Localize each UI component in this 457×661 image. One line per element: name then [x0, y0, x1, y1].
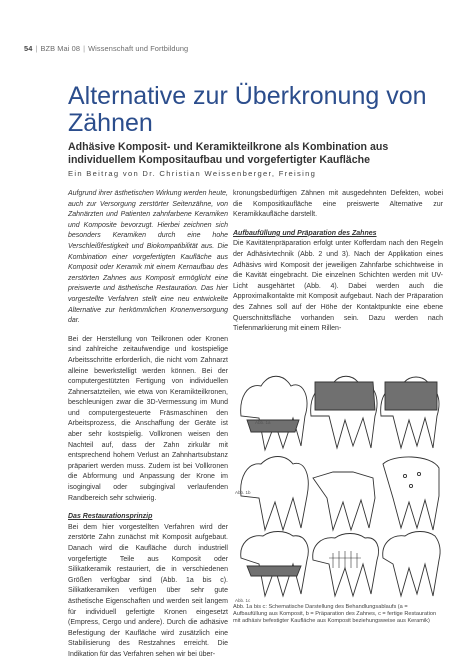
- figure-label: Abb. 1a: [255, 420, 271, 425]
- tooth-c2: [313, 534, 379, 597]
- occlusal-pit: [403, 474, 406, 477]
- tooth-c1: [241, 532, 308, 597]
- figure-caption: Abb. 1a bis c: Schematische Darstellung des Behandlungsablaufs (a = Aufbaufüllung aus Komposit, b = Präparation des Zahnes, c = fertige Restauration mit adhäsiv befestigter Kaufläche aus Komposit beziehungsweise aus Keramik): [233, 604, 437, 625]
- tooth-a1: [241, 376, 307, 450]
- body-paragraph: Bei dem hier vorgestellten Verfahren wird der zerstörte Zahn zunächst mit Komposit aufgebaut. Danach wird die Kaufläche durch industriell vorgefertigte Teile aus Komposit oder Silikatkeramik restauriert, die in verschiedenen Größen verfügbar sind (Abb. 1a bis c). Silikatkeramiken verfügen über sehr gute ästhetische Eigenschaften und werden seit langem für individuell gefertigte Kronen eingesetzt (Empress, Cergo und andere). Durch die adhäsive Befestigung der Kaufläche wird zusätzlich eine Stabilisierung des Restzahnes erreicht. Die Indikation für das Verfahren sehen wir bei über-: [68, 523, 228, 658]
- intro-paragraph: Aufgrund ihrer ästhetischen Wirkung werden heute, auch zur Versorgung zerstörter Seitenzähne, von Zahnärzten und Patienten zahnfarbene Keramiken und Komposite bevorzugt. Hierbei zeichnen sich besonders Keramiken durch eine hohe Verschleißfestigkeit und Biokompatibilität aus. Die Kombination einer vorgefertigten Kaufläche aus Komposit oder Keramik mit einem Kernaufbau des zerstörten Zahnes aus Komposit ermöglicht eine preiswerte und ästhetische Restauration. Das hier vorgestellte Verfahren stellt eine neu entwickelte Alternative zur herkömmlichen Kronenversorgung dar.: [68, 190, 228, 325]
- body-paragraph: Bei der Herstellung von Teilkronen oder Kronen sind zahlreiche zeitaufwendige und kostspielige Arbeitsschritte erforderlich, die nicht vom Zahnarzt alleine bewerkstelligt werden können. Bei der computergestützten Fertigung von individuellen Zahnersatzteilen, wie etwa von Keramikteilkronen, beschleunigen zwar die 3D-Vermessung im Mund und computergesteuerte Fräsmaschinen den Arbeitsprozess, die Anschaffung der Geräte ist aber sehr kostspielig. Vollkronen weisen den Nachteil auf, dass der Zahn zirkulär mit entsprechend hohem Verlust an Zahnhartsubstanz präpariert werden muss. Zudem ist bei Vollkronen die Abformung und Anpassung der Krone im isogingival oder subgingival verlaufenden Randbereich sehr schwierig.: [68, 335, 228, 502]
- journal-issue: BZB Mai 08: [40, 44, 81, 53]
- occlusal-pit: [409, 484, 412, 487]
- text-column-right: [233, 189, 443, 335]
- section-heading: Aufbaufüllung und Präparation des Zahnes: [233, 229, 377, 237]
- tooth-b3: [383, 457, 439, 530]
- tooth-b2: [313, 472, 375, 530]
- text-column-left: [68, 189, 228, 661]
- tooth-c3: [383, 532, 440, 597]
- body-paragraph: Die Kavitätenpräparation erfolgt unter Kofferdam nach den Regeln der Adhäsivtechnik (Abb. 2 und 3). Nach der Applikation eines Adhäsivs wird Komposit der jeweiligen Zahnfarbe schichtweise in die Kavität eingebracht. Die einzelnen Schichten werden mit UV-Licht ausgehärtet (Abb. 4). Dabei werden auch die Approximalkontakte mit Komposit aufgebaut. Nach der Präparation des Zahnes soll auf der Höhe der Kontaktpunkte eine ebene Querschnittsfläche vorhanden sein. Dazu werden nach Tiefenmarkierung mit einem Rillen-: [233, 240, 443, 333]
- running-header: 54 | BZB Mai 08 | Wissenschaft und Fortbildung: [24, 44, 189, 53]
- article-subtitle: Adhäsive Komposit- und Keramikteilkrone als Kombination aus individuellem Kompositaufbau und vorgefertigter Kaufläche: [68, 141, 389, 166]
- page-number: 54: [24, 44, 33, 53]
- article-byline: Ein Beitrag von Dr. Christian Weissenberger, Freising: [68, 169, 317, 178]
- tooth-a2-build: [315, 382, 375, 410]
- tooth-a3-build: [385, 382, 437, 410]
- occlusal-pit: [417, 472, 420, 475]
- figure-label: Abb. 1c: [235, 598, 251, 603]
- section-heading: Das Restaurationsprinzip: [68, 513, 153, 521]
- figure-label: Abb. 1b: [235, 490, 251, 495]
- tooth-c1-filling: [247, 566, 301, 576]
- article-title: Alternative zur Überkronung von Zähnen: [68, 82, 427, 137]
- tooth-diagram: [233, 368, 443, 604]
- body-paragraph: kronungsbedürftigen Zähnen mit ausgedehnten Defekten, wobei die Kompositkaufläche eine preiswerte Alternative zur Keramikkaufläche darstellt.: [233, 190, 443, 219]
- section-name: Wissenschaft und Fortbildung: [88, 44, 189, 53]
